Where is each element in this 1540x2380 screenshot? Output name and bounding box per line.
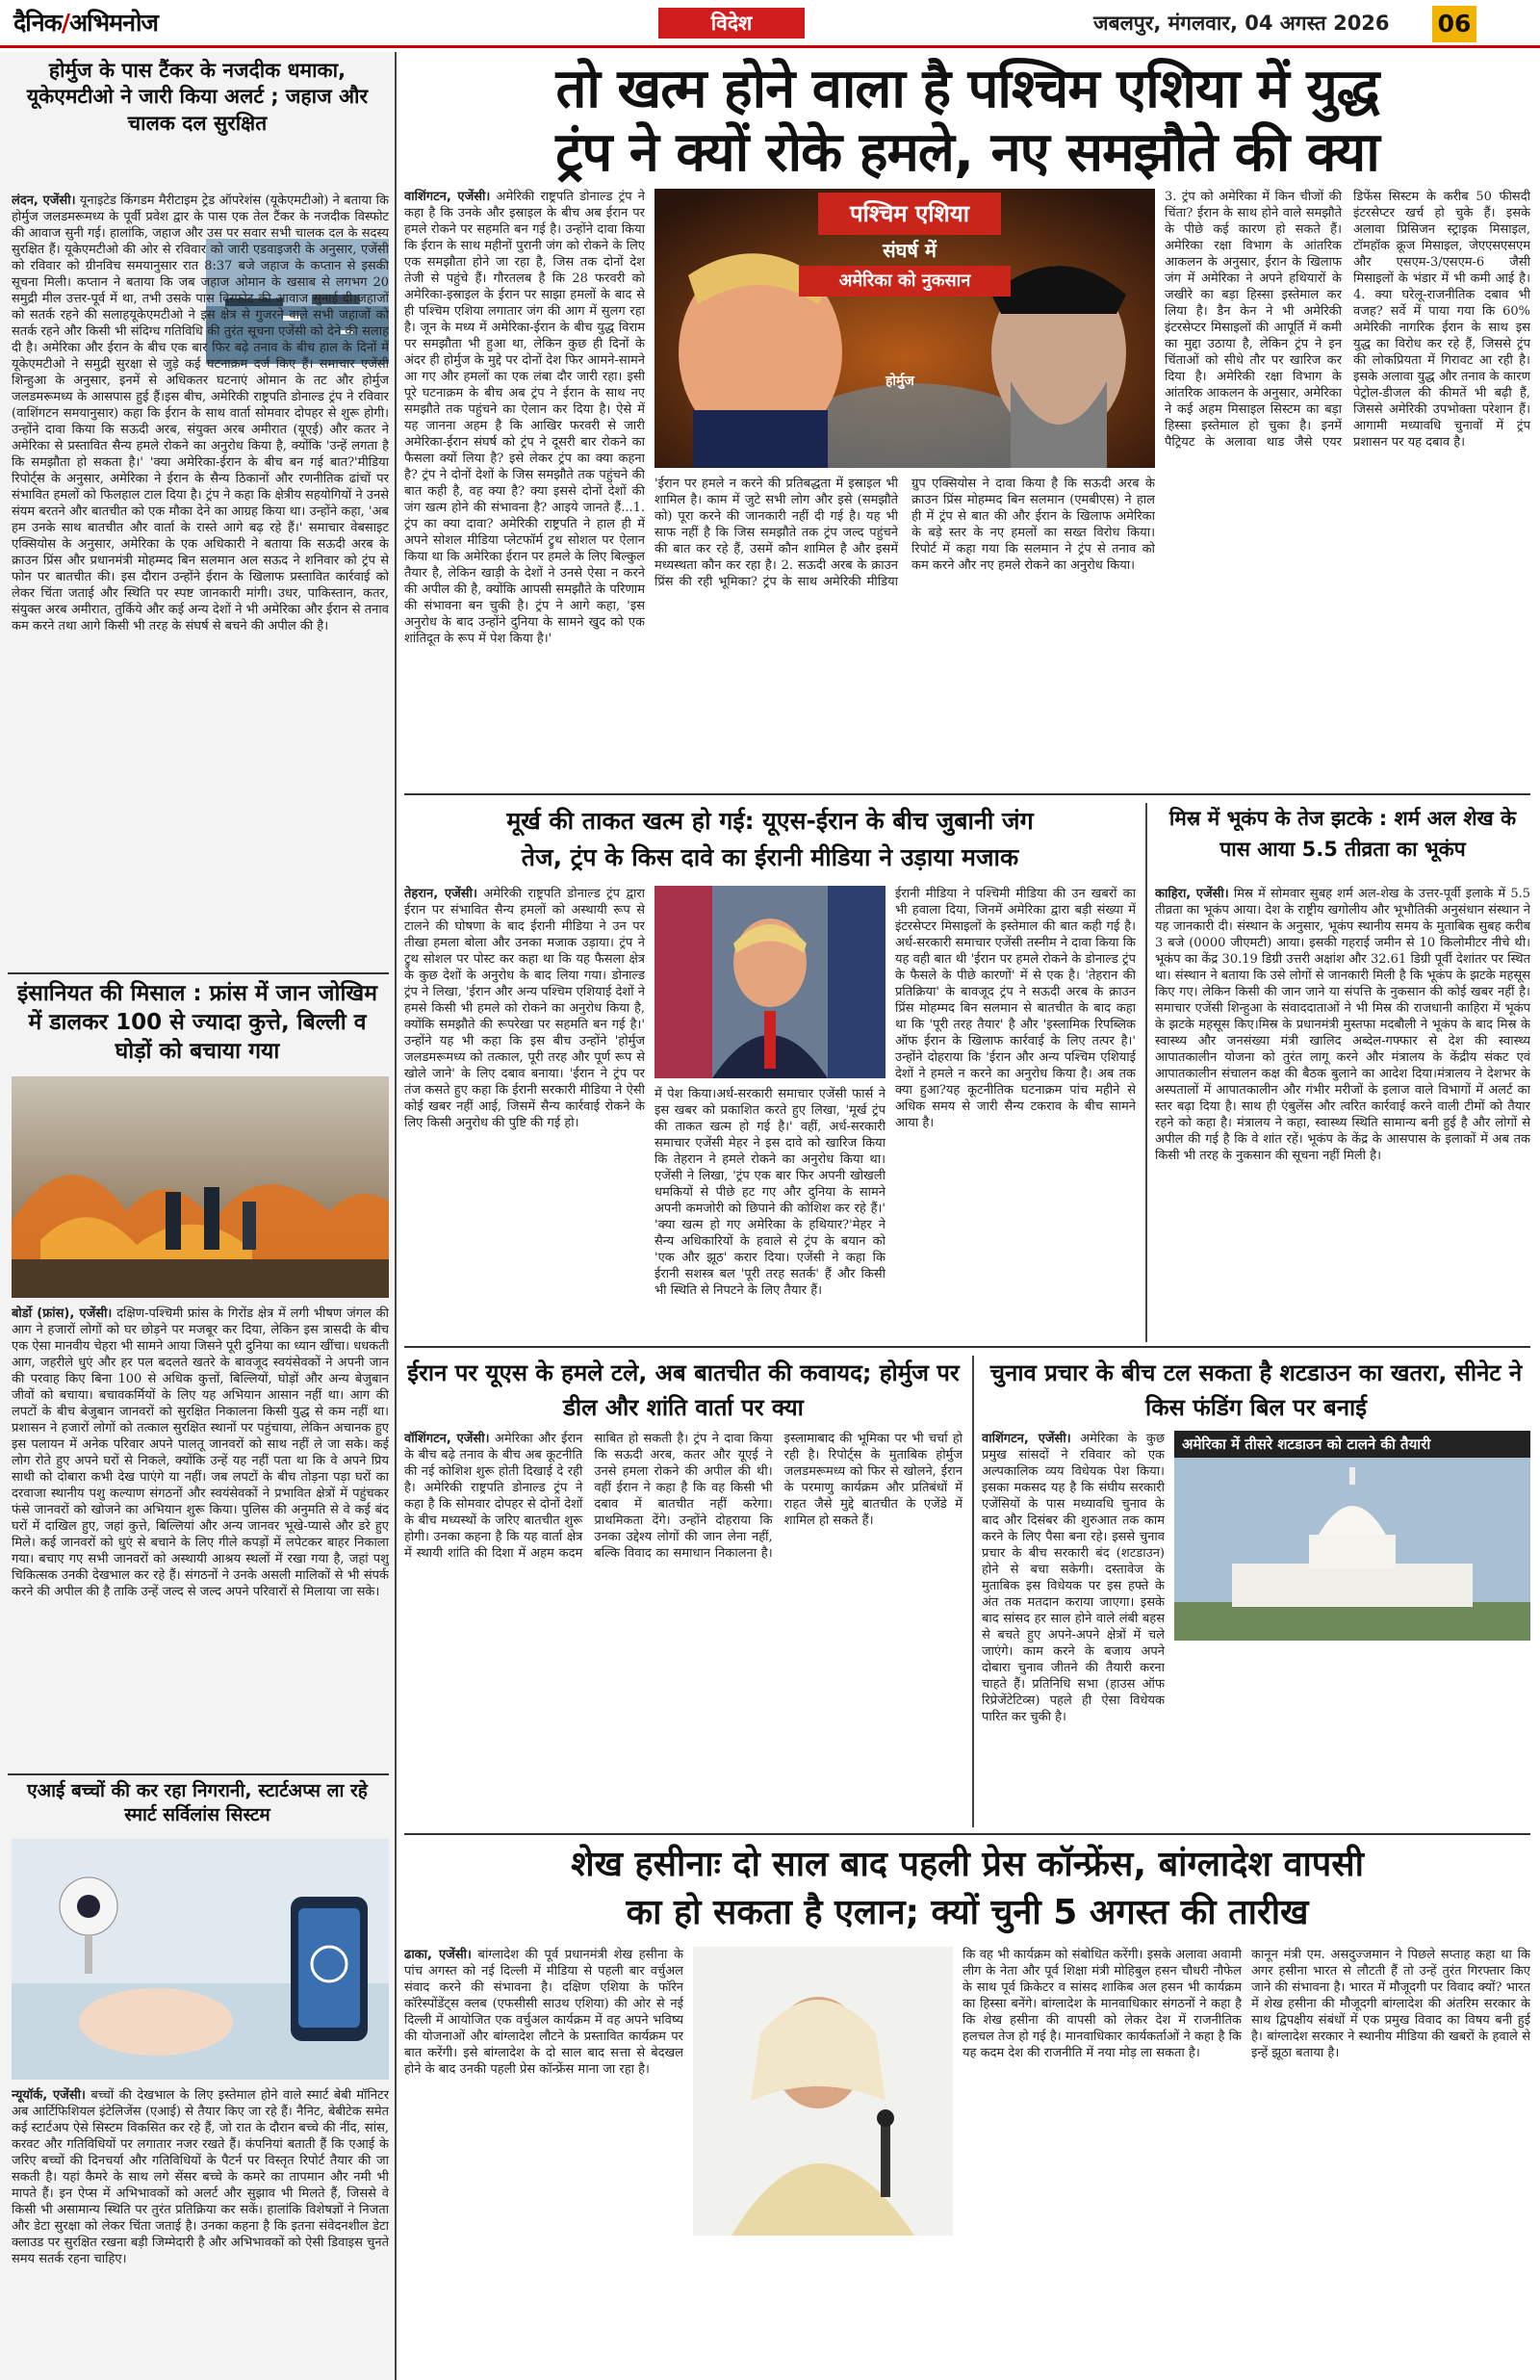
baby-monitor-photo: [12, 1839, 389, 2080]
shutdown-body: वाशिंगटन, एजेंसी। अमेरिका के कुछ प्रमुख सांसदों ने रविवार को एक अल्पकालिक व्यय विधेयक पेश किया। इसका मकसद यह है कि संघीय सरकारी एजेंसियों के पास मध्यावधि चुनाव के बाद और दिसंबर की शुरुआत तक काम करने के लिए पैसा बना रहे। इससे चुनाव प्रचार के बीच सरकारी बंद (शटडाउन) होने से बचा सकेगी। दस्तावेज के मुताबिक इस विधेयक पर इस हफ्ते के अंत तक मतदान कराया जाएगा। इसके बाद सांसद हर साल होने वाले लंबी बहस से बचते हुए अपने-अपने क्षेत्रों में चले जाएंगे। काम करने के बजाय अपने दोबारा चुनाव जीतने की तैयारी करना चाहते हैं। प्रतिनिधि सभा (हाउस ऑफ रिप्रेजेंटेटिव्स) पहले ही ऐसा विधेयक पारित कर चुकी है।: [982, 1432, 1165, 1724]
shutdown-headline[interactable]: चुनाव प्रचार के बीच टल सकता है शटडाउन का खतरा, सीनेट ने किस फंडिंग बिल पर बनाई: [989, 1359, 1523, 1421]
west-asia-graphic: [654, 189, 1155, 468]
main-headline[interactable]: [404, 58, 1530, 185]
forest-fire-image: [12, 1076, 389, 1298]
shutdown-image-label: अमेरिका में तीसरे शटडाउन को टालने की तैयारी: [1174, 1431, 1530, 1458]
capitol-photo: [1174, 1458, 1530, 1641]
quake-body: काहिरा, एजेंसी। मिस्र में सोमवार सुबह शर्म अल-शेख के उत्तर-पूर्वी इलाके में 5.5 तीव्रता का भूकंप आया। देश के राष्ट्रीय खगोलीय और भूभौतिकी अनुसंधान संस्थान ने यह जानकारी दी। संस्थान के अनुसार, भूकंप स्थानीय समय के मुताबिक सुबह करीब 3 बजे (0000 जीएमटी) आया। इसकी गहराई जमीन से 10 किलोमीटर नीचे थी। भूकंप का केंद्र 30.19 डिग्री उत्तरी अक्षांश और 32.61 डिग्री पूर्वी देशांतर पर स्थित था। संस्थान ने बताया कि उसे लोगों से जानकारी मिली है कि भूकंप के झटके महसूस किए गए। लेकिन किसी की जान जाने या संपत्ति के नुकसान की कोई खबर नहीं है। समाचार एजेंसी शिन्हुआ के संवाददाताओं ने भी मिस्र की राजधानी काहिरा में भूकंप के झटके महसूस किए।मिस्र के प्रधानमंत्री मुस्तफा मदबौली ने भूकंप के बाद मिस्र के स्वास्थ्य और जनसंख्या मंत्री खालिद अब्देल-गफ्फार से देश की स्वास्थ्य आपातकालीन योजना को तुरंत लागू करने और मंत्रालय के केंद्रीय संकट एवं आपातकालीन संचालन कक्ष की बैठक बुलाने का आदेश दिया।मंत्रालय ने देशभर के अस्पतालों में आपातकालीन और गंभीर मरीजों के इलाज वाले विभागों में अलर्ट का स्तर बढ़ा दिया है। साथ ही एंबुलेंस और त्वरित कार्रवाई करने वाली टीमों को तैयार रहने को कहा है। मंत्रालय ने कहा, स्वास्थ्य स्थिति सामान्य बनी हुई है और लोगों से अपील की गई है कि वे शांत रहें। भूकंप के केंद्र के आसपास के इलाकों में अब तक किसी भी तरह के नुकसान की सूचना नहीं मिली है।: [1155, 887, 1530, 1163]
media-headline[interactable]: [404, 803, 1136, 876]
story-divider: [8, 1773, 389, 1775]
trump-photo: [654, 886, 886, 1078]
column-divider: [395, 52, 397, 2380]
masthead: [0, 0, 1540, 48]
france-headline[interactable]: इंसानियत की मिसाल : फ्रांस में जान जोखिम में डालकर 100 से ज्यादा कुत्ते, बिल्ली व घोड़ों को बचाया गया: [17, 981, 377, 1064]
sheikh-hasina-image: [693, 1947, 953, 2236]
france-body: बोर्डो (फ्रांस), एजेंसी। दक्षिण-पश्चिमी फ्रांस के गिरोंड क्षेत्र में लगी भीषण जंगल की आग ने हजारों लोगों को घर छोड़ने पर मजबूर कर दिया, लेकिन इस त्रासदी के बीच एक ऐसा मानवीय चेहरा भी सामने आया जिसने पूरी दुनिया का ध्यान खींचा। धधकती आग, जहरीले धुएं और हर पल बदलते खतरे के बावजूद स्वयंसेवकों ने अपनी जान की परवाह किए बिना 100 से अधिक कुत्तों, बिल्लियों, घोड़ों और अन्य बेजुबान जीवों को बचाया। बचावकर्मियों के लिए यह अभियान आसान नहीं था। आग की लपटों के बीच बेजुबान जानवरों को सुरक्षित निकालना किसी युद्ध से कम नहीं था। प्रशासन ने हजारों लोगों को तत्काल सुरक्षित स्थानों पर पहुंचाया, लेकिन अचानक हुए इस पलायन में अनेक परिवार अपने पालतू जानवरों को साथ नहीं ले जा सके। कई लोग रोते हुए अपने घरों से निकले, क्योंकि उन्हें यह नहीं पता था कि वे अपने प्रिय साथी को दोबारा कभी देख पाएंगे या नहीं। जब लपटों के बीच तोड़ना पड़ा घरों का दरवाजा स्थानीय पशु कल्याण संगठनों और स्वयंसेवकों ने प्रभावित क्षेत्रों में पहुंचकर फंसे जानवरों को खोजने का अभियान शुरू किया। पुलिस की अनुमति से वे कई बंद घरों में दाखिल हुए, जहां कुत्ते, बिल्लियां और अन्य जानवर भूखे-प्यासे और डरे हुए मिले। कई जानवरों को धुएं से बचाने के लिए गीले कपड़ों में लपेटकर बाहर निकाला गया। बचाए गए सभी जानवरों को अस्थायी आश्रय स्थलों में रखा गया है, जहां पशु चिकित्सक उनकी देखभाल कर रहे हैं। संगठनों ने उनके असली मालिकों से भी संपर्क करने की अपील की है ताकि उन्हें जल्द से जल्द अपने परिवारों से मिलाया जा सके।: [12, 1306, 389, 1599]
hasina-headline-line2: का हो सकता है एलान; क्यों चुनी 5 अगस्त की तारीख: [626, 1893, 1309, 1932]
main-headline-line1: तो खत्म होने वाला है पश्चिम एशिया में युद्ध: [555, 58, 1379, 120]
newspaper-logo[interactable]: दैनिक/अभिमनोज: [13, 9, 158, 37]
graphic-subtitle1: संघर्ष में: [883, 239, 937, 262]
section-tag: विदेश: [658, 8, 805, 39]
ai-body: न्यूयॉर्क, एजेंसी। बच्चों की देखभाल के लिए इस्तेमाल होने वाले स्मार्ट बेबी मॉनिटर अब आर्टिफिशियल इंटेलिजेंस (एआई) से तैयार किए जा रहे हैं। नैनिट, बेबीटेक समेत कई स्टार्टअप ऐसे सिस्टम विकसित कर रहे हैं, जो रात के दौरान बच्चे की नींद, सांस, करवट और गतिविधियों पर लगातार नजर रखते हैं। कंपनियां बताती हैं कि एआई के जरिए बच्चों की दिनचर्या और गतिविधियों के पैटर्न पर विस्तृत रिपोर्ट तैयार की जा सकती है। यहां कैमरे के साथ लगे सेंसर बच्चे के कमरे का तापमान और नमी भी मापते हैं। इन ऐप्स में अभिभावकों को अलर्ट और सुझाव भी मिलते हैं, जिससे वे किसी भी असामान्य स्थिति पर तुरंत प्रतिक्रिया कर सकें। हालांकि विशेषज्ञों ने निजता और डेटा सुरक्षा को लेकर चिंता जताई है। उनका कहना है कि इतना संवेदनशील डेटा क्लाउड पर सुरक्षित रखना बड़ी जिम्मेदारी है और अभिभावकों को ऐसी डिवाइस चुनते समय सतर्क रहना चाहिए।: [12, 2088, 389, 2266]
talks-headline[interactable]: ईरान पर यूएस के हमले टले, अब बातचीत की कवायद; होर्मुज पर डील और शांति वार्ता पर क्या: [407, 1359, 960, 1421]
main-body-col45: 3. ट्रंप को अमेरिका में किन चीजों की चिंता? ईरान के साथ होने वाले समझौते के पीछे कई कारण हो सकते हैं। अमेरिका रक्षा विभाग के आंतरिक आकलन के अनुसार, ईरान के खिलाफ जंग में अमेरिका ने अपने हथियारों के जखीरे का बड़ा हिस्सा इस्तेमाल कर लिया है। डैन केन ने भी अमेरिकी इंटरसेप्टर मिसाइलों की आपूर्ति में कमी का मुद्दा उठाया है, लेकिन ट्रंप ने इन चिंताओं को सीधे तौर पर खारिज कर दिया है। अमेरिकी रक्षा विभाग के आंतरिक आकलन के अनुसार, अमेरिका ने कई अहम मिसाइल सिस्टम का बड़ा हिस्सा इस्तेमाल हो चुका है। इनमें पैट्रियट के अलावा थाड जैसे एयर डिफेंस सिस्टम के करीब 50 फीसदी इंटरसेप्टर खर्च हो चुके हैं। इसके अलावा प्रिसिजन स्ट्राइक मिसाइल, टॉमहॉक क्रूज मिसाइल, जेएएसएसएम और एसएम-3/एसएम-6 जैसी मिसाइलों के भंडार में भी कमी आई है। 4. क्या घरेलू-राजनीतिक दबाव भी वजह? सर्वे में पाया गया कि 60% अमेरिकी नागरिक ईरान के साथ इस युद्ध का विरोध कर रहे हैं, जिससे ट्रंप की लोकप्रियता में गिरावट आ रही है। इसके अलावा युद्ध और तनाव के कारण पेट्रोल-डीजल की कीमतें भी बढ़ी हैं, जिससे अमेरिकी उपभोक्ता परेशान हैं। आगामी मध्यावधि चुनावों में ट्रंप प्रशासन पर यह दबाव है।: [1165, 190, 1530, 450]
main-body-col23: 'ईरान पर हमले न करने की प्रतिबद्धता में इस्राइल भी शामिल है। काम में जुटे सभी लोग और इसे (समझौते को) पूरा करने की जानकारी नहीं दी गई है। यह भी साफ नहीं है कि जिस समझौते तक ट्रंप जल्द पहुंचने की बात कर रहे हैं, उसमें कौन शामिल है और इसमें मध्यस्थता कौन कर रहा है। 2. सऊदी अरब के क्राउन प्रिंस की रही भूमिका? ट्रंप के साथ अमेरिकी मीडिया ग्रुप एक्सियोस ने दावा किया है कि सऊदी अरब के क्राउन प्रिंस मोहम्मद बिन सलमान (एमबीएस) ने हाल ही में ट्रंप से बात की और ईरान के खिलाफ अमेरिका के बड़े स्तर के नए हमलों का सख्त विरोध किया। रिपोर्ट में कहा गया कि सलमान ने ट्रंप से तनाव को कम करने और नए हमले रोकने का अनुरोध किया।: [654, 477, 1155, 589]
story-divider: [404, 793, 1530, 795]
hormuz-body: लंदन, एजेंसी। यूनाइटेड किंगडम मैरीटाइम ट्रेड ऑपरेशंस (यूकेएमटीओ) ने बताया कि होर्मुज जलडमरूमध्य के पूर्वी प्रवेश द्वार के पास एक तेल टैंकर के नजदीक विस्फोट की आवाज सुनी गई। हालांकि, जहाज और उस पर सवार सभी चालक दल के सदस्य सुरक्षित हैं। यूकेएमटीओ की ओर से रविवार को जारी एडवाइजरी के अनुसार, एजेंसी को रविवार को ग्रीनविच समयानुसार रात 8:37 बजे जहाज के कप्तान से इसकी सूचना मिली। कप्तान ने बताया कि जब जहाज ओमान के खसाब से लगभग 20 समुद्री मील उत्तर-पूर्व में था, तभी उसके पास विस्फोट की आवाज सुनाई दी।जहाजों को सतर्क रहने की सलाहयूकेएमटीओ ने इस क्षेत्र से गुजरने वाले सभी जहाजों को सतर्क रहने और किसी भी संदिग्ध गतिविधि की तुरंत सूचना एजेंसी को देने की सलाह दी है। अमेरिका और ईरान के बीच एक बार फिर बढ़े तनाव के बीच हाल के दिनों में यूकेएमटीओ ने समुद्री सुरक्षा से जुड़े कई घटनाक्रम दर्ज किए हैं। समाचार एजेंसी शिन्हुआ के अनुसार, इनमें से अधिकतर घटनाएं ओमान के तट और होर्मुज जलडमरूमध्य के आसपास हुई हैं।इस बीच, अमेरिकी राष्ट्रपति डोनाल्ड ट्रंप ने रविवार (वाशिंगटन समयानुसार) कहा कि ईरान के साथ वार्ता सोमवार दोपहर से शुरू होगी। उन्होंने दावा किया कि सऊदी अरब, संयुक्त अरब अमीरात (यूएई) और कतर ने अमेरिका से प्रस्तावित सैन्य हमले रोकने का अनुरोध किया है, क्योंकि 'उन्हें लगता है कि समझौता हो सकता है।' 'क्या अमेरिका-ईरान के बीच बन गई बात?'मीडिया रिपोर्ट्स के अनुसार, अमेरिका ने ईरान के सैन्य ठिकानों और रणनीतिक ढांचों पर संभावित हमलों को फिलहाल टाल दिया है। ट्रंप ने कहा कि क्षेत्रीय सहयोगियों ने उनसे संयम बरतने और बातचीत को एक मौका देने का आग्रह किया था। उन्होंने कहा, 'अब हम उनके साथ बातचीत और वार्ता के रास्ते आगे बढ़ रहे हैं।' समाचार वेबसाइट एक्सियोस के अनुसार, अमेरिका के एक अधिकारी ने बताया कि सऊदी अरब के क्राउन प्रिंस और प्रधानमंत्री मोहम्मद बिन सलमान अल सऊद ने शनिवार को ट्रंप से फोन पर बातचीत की। इस दौरान उन्होंने ईरान के खिलाफ प्रस्तावित कार्रवाई को लेकर चिंता जताई और स्थिति पर स्पष्ट जानकारी मांगी। उधर, पाकिस्तान, कतर, संयुक्त अरब अमीरात, तुर्किये और कई अन्य देशों ने भी अमेरिका और ईरान से तनाव कम करने तथा आगे किसी भी तरह के संघर्ष से बचने की अपील की है।: [12, 194, 389, 634]
baby-monitor-image: [12, 1839, 389, 2080]
main-headline-line2: ट्रंप ने क्यों रोके हमले, नए समझौते की क्या: [555, 121, 1379, 184]
page-number: 06: [1432, 6, 1476, 42]
fire-rescue-photo: [12, 1076, 389, 1298]
hasina-body-col3: कि वह भी कार्यक्रम को संबोधित करेंगी। इसके अलावा अवामी लीग के नेता और पूर्व शिक्षा मंत्री मोहिबुल हसन चौधरी नौफेल के साथ पूर्व क्रिकेटर व सांसद शाकिब अल हसन भी कार्यक्रम का हिस्सा बनेंगे। बांग्लादेश के मानवाधिकार संगठनों ने कहा है कि शेख हसीना की वापसी को लेकर देश में राजनीतिक हलचल तेज हो गई है। मानवाधिकार कार्यकर्ताओं ने कहा है कि यह कदम देश की राजनीति में नया मोड़ ला सकता है।: [962, 1948, 1242, 2060]
hasina-headline-line1: शेख हसीनाः दो साल बाद पहली प्रेस कॉन्फ्रेंस, बांग्लादेश वापसी: [571, 1845, 1364, 1884]
quake-headline[interactable]: मिस्र में भूकंप के तेज झटके : शर्म अल शेख के पास आया 5.5 तीव्रता का भूकंप: [1168, 807, 1517, 861]
media-headline-line2: तेज, ट्रंप के किस दावे का ईरानी मीडिया ने उड़ाया मजाक: [521, 843, 1019, 871]
story-divider: [404, 1346, 1530, 1348]
hasina-body-col4: कानून मंत्री एम. असदुज्जमान ने पिछले सप्ताह कहा था कि अगर हसीना भारत से लौटती हैं तो उन्हें तुरंत गिरफ्तार किए जाने की संभावना है। भारत में मौजूदगी पर विवाद क्यों? भारत में शेख हसीना की मौजूदगी बांग्लादेश की अंतरिम सरकार के साथ द्विपक्षीय संबंधों में एक प्रमुख विवाद का विषय बनी हुई है। बांग्लादेश सरकार ने स्थानीय मीडिया की खबरों के हवाले से इन्हें झूठा बताया है।: [1251, 1948, 1530, 2060]
graphic-subtitle2: अमेरिका को नुकसान: [799, 266, 1011, 297]
story-divider: [404, 1833, 1530, 1835]
hormuz-headline[interactable]: होर्मुज के पास टैंकर के नजदीक धमाका, यूकेएमटीओ ने जारी किया अलर्ट ; जहाज और चालक दल सुरक्षित: [26, 59, 369, 135]
hasina-body-col1: ढाका, एजेंसी। बांग्लादेश की पूर्व प्रधानमंत्री शेख हसीना के पांच अगस्त को नई दिल्ली में मीडिया से पहली बार वर्चुअल संवाद करने की संभावना है। दक्षिण एशिया के फॉरेन कॉरेस्पोंडेंट्स क्लब (एफसीसी साउथ एशिया) की ओर से नई दिल्ली में आयोजित एक वर्चुअल कार्यक्रम में वह अपने भविष्य की योजनाओं और बांग्लादेश लौटने के प्रस्तावित कार्यक्रम पर बात करेंगी। इसे बांग्लादेश के दो साल बाद सत्ता से बेदखल होने के बाद उनकी पहली प्रेस कॉन्फ्रेंस माना जा रहा है।: [404, 1948, 683, 2077]
media-headline-line1: मूर्ख की ताकत खत्म हो गई: यूएस-ईरान के बीच जुबानी जंग: [506, 807, 1034, 835]
column-divider: [972, 1356, 974, 1827]
media-body-col2: में पेश किया।अर्ध-सरकारी समाचार एजेंसी फार्स ने इस खबर को प्रकाशित करते हुए लिखा, 'मूर्ख ट्रंप की ताकत खत्म हो गई है।' वहीं, अर्ध-सरकारी समाचार एजेंसी मेहर ने इस दावे को खारिज किया कि तेहरान ने हमले रोकने का अनुरोध किया था। एजेंसी ने लिखा, 'ट्रंप एक बार फिर अपनी खोखली धमकियों से पीछे हट गए और दुनिया के सामने अपनी कमजोरी को छिपाने की कोशिश कर रहे हैं।' 'क्या खत्म हो गए अमेरिका के हथियार?'मेहर ने सैन्य अधिकारियों के हवाले से ट्रंप के बयान को 'एक और झूठ' करार दिया। एजेंसी ने कहा कि ईरानी सशस्त्र बल 'पूरी तरह सतर्क' हैं और किसी भी स्थिति से निपटने के लिए तैयार हैं।: [654, 1087, 886, 1298]
media-body-col1: तेहरान, एजेंसी। अमेरिकी राष्ट्रपति डोनाल्ड ट्रंप द्वारा ईरान पर संभावित सैन्य हमलों को अस्थायी रूप से टालने की घोषणा के बाद ईरानी मीडिया ने उन पर तीखा हमला बोला और उनका मजाक उड़ाया। ट्रंप ने ट्रुथ सोशल पर पोस्ट कर कहा था कि यह फैसला क्षेत्र के कुछ देशों के अनुरोध के बाद लिया गया। डोनाल्ड ट्रंप ने लिखा, 'ईरान और अन्य पश्चिम एशियाई देशों ने हमसे किसी भी हमले को रोकने का अनुरोध किया है, क्योंकि समझौते की रूपरेखा पर सहमति बन गई है।' उन्होंने यह भी कहा कि इस बीच उन्होंने 'होर्मुज जलडमरूमध्य को तत्काल, पूरी तरह और पूर्ण रूप से खोले जाने' के लिए दबाव बनाया। 'ईरान ने ट्रंप पर तंज कसते हुए कहा कि ईरानी सरकारी मीडिया ने ऐसी कोई खबर नहीं आई, जिसमें सैन्य कार्रवाई रोकने के लिए किसी अनुरोध की पुष्टि की गई हो।: [404, 887, 645, 1130]
talks-body: वॉशिंगटन, एजेंसी। अमेरिका और ईरान के बीच बढ़े तनाव के बीच अब कूटनीति की नई कोशिश शुरू होती दिखाई दे रही है। अमेरिकी राष्ट्रपति डोनाल्ड ट्रंप ने कहा है कि सोमवार दोपहर से दोनों देशों के बीच मध्यस्थों के जरिए बातचीत शुरू होगी। उनका कहना है कि यह वार्ता क्षेत्र में स्थायी शांति की दिशा में अहम कदम साबित हो सकती है। ट्रंप ने दावा किया कि सऊदी अरब, कतर और यूएई ने उनसे हमला रोकने की अपील की थी। वहीं ईरान ने कहा है कि वह किसी भी दबाव में बातचीत नहीं करेगा। प्राथमिकता देंगे। उन्होंने दोहराया कि उनका उद्देश्य लोगों की जान लेना नहीं, बल्कि विवाद का समाधान निकालना है। इस्लामाबाद की भूमिका पर भी चर्चा हो रही है। रिपोर्ट्स के मुताबिक होर्मुज जलडमरूमध्य को फिर से खोलने, ईरान के परमाणु कार्यक्रम और प्रतिबंधों में राहत जैसे मुद्दे बातचीत के एजेंडे में शामिल हो सकते हैं।: [404, 1432, 962, 1561]
us-capitol-image: [1174, 1458, 1530, 1641]
graphic-map-label: होर्मुज: [886, 374, 914, 389]
story-divider: [8, 972, 389, 974]
trump-portrait-image: [654, 886, 886, 1078]
hasina-photo: [693, 1947, 953, 2236]
main-body-col1: वाशिंगटन, एजेंसी। अमेरिकी राष्ट्रपति डोनाल्ड ट्रंप ने कहा है कि उनके और इस्राइल के बीच अब ईरान पर हमले रोकने पर सहमति बन गई है। उन्होंने दावा किया कि ईरान के साथ महीनों पुरानी जंग को रोकने के लिए एक समझौता होने जा रहा है, जिस तक दोनों देश तेजी से पहुंचे हैं। गौरतलब है कि 28 फरवरी को अमेरिका-इस्राइल के ईरान पर साझा हमलों के बाद से ही पश्चिम एशिया लगातार जंग की आग में सुलग रहा है। जून के मध्य में अमेरिका-ईरान के बीच युद्ध विराम पर समझौता भी हुआ था, लेकिन कुछ ही दिनों के अंदर ही होर्मुज के मुद्दे पर दोनों देश फिर आमने-सामने आ गए और हमलों का एक लंबा दौर जारी रहा। इसी पूरे घटनाक्रम के बीच अब ट्रंप ने ईरान के साथ नए समझौते तक पहुंचने का ऐलान कर दिया है। ऐसे में यह जानना अहम है कि आखिर फरवरी से जारी अमेरिका-ईरान संघर्ष को ट्रंप ने दूसरी बार रोकने का फैसला क्यों लिया है? इसे लेकर ट्रंप का क्या कहना है? ट्रंप ने दोनों देशों के जिस समझौते तक पहुंचने की बात कही है, वह क्या है? क्या इससे दोनों देशों की जंग खत्म होने की संभावना है? आइये जानते हैं...1. ट्रंप का क्या दावा? अमेरिकी राष्ट्रपति ने हाल ही में अपने सोशल मीडिया प्लेटफॉर्म ट्रुथ सोशल पर ऐलान किया था कि अमेरिका ईरान पर हमले के लिए बिल्कुल तैयार है, लेकिन खाड़ी के देशों ने उनसे ऐसा न करने की अपील की है, क्योंकि आपसी समझौते के परिणाम की संभावना बन चुकी है। ट्रंप ने आगे कहा, 'इस अनुरोध के बाद उन्होंने दुनिया के सामने खुद को एक शांतिदूत के रूप में पेश किया है।': [404, 190, 645, 646]
column-divider: [1145, 803, 1147, 1342]
issue-date: जबलपुर, मंगलवार, 04 अगस्त 2026: [1093, 12, 1390, 35]
media-body-col3: ईरानी मीडिया ने पश्चिमी मीडिया की उन खबरों का भी हवाला दिया, जिनमें अमेरिका द्वारा बड़ी संख्या में इंटरसेप्टर मिसाइलों के इस्तेमाल की बात कही गई है। अर्ध-सरकारी समाचार एजेंसी तस्नीम ने दावा किया कि यह वही बात थी 'ईरान पर हमले रोकने के डोनाल्ड ट्रंप के फैसले के पीछे कारणों' में से एक है। 'तेहरान की प्रतिक्रिया' के बावजूद ट्रंप ने सऊदी अरब के क्राउन प्रिंस मोहम्मद बिन सलमान से बातचीत के बाद कहा था कि 'पूरी तरह तैयार' है और 'इस्लामिक रिपब्लिक ऑफ ईरान के खिलाफ कार्रवाई के लिए तत्पर है।' उन्होंने दोहराया कि 'ईरान और अन्य पश्चिम एशियाई देशों ने हमले न करने का अनुरोध किया है। अब तक क्या हुआ?यह कूटनीतिक घटनाक्रम पांच महीने से अधिक समय से जारी सैन्य टकराव के बीच सामने आया है।: [895, 887, 1136, 1130]
hasina-headline[interactable]: [404, 1841, 1530, 1937]
graphic-title: पश्चिम एशिया: [818, 193, 1001, 235]
ai-headline[interactable]: एआई बच्चों की कर रहा निगरानी, स्टार्टअप्स ला रहे स्मार्ट सर्विलांस सिस्टम: [27, 1780, 368, 1825]
